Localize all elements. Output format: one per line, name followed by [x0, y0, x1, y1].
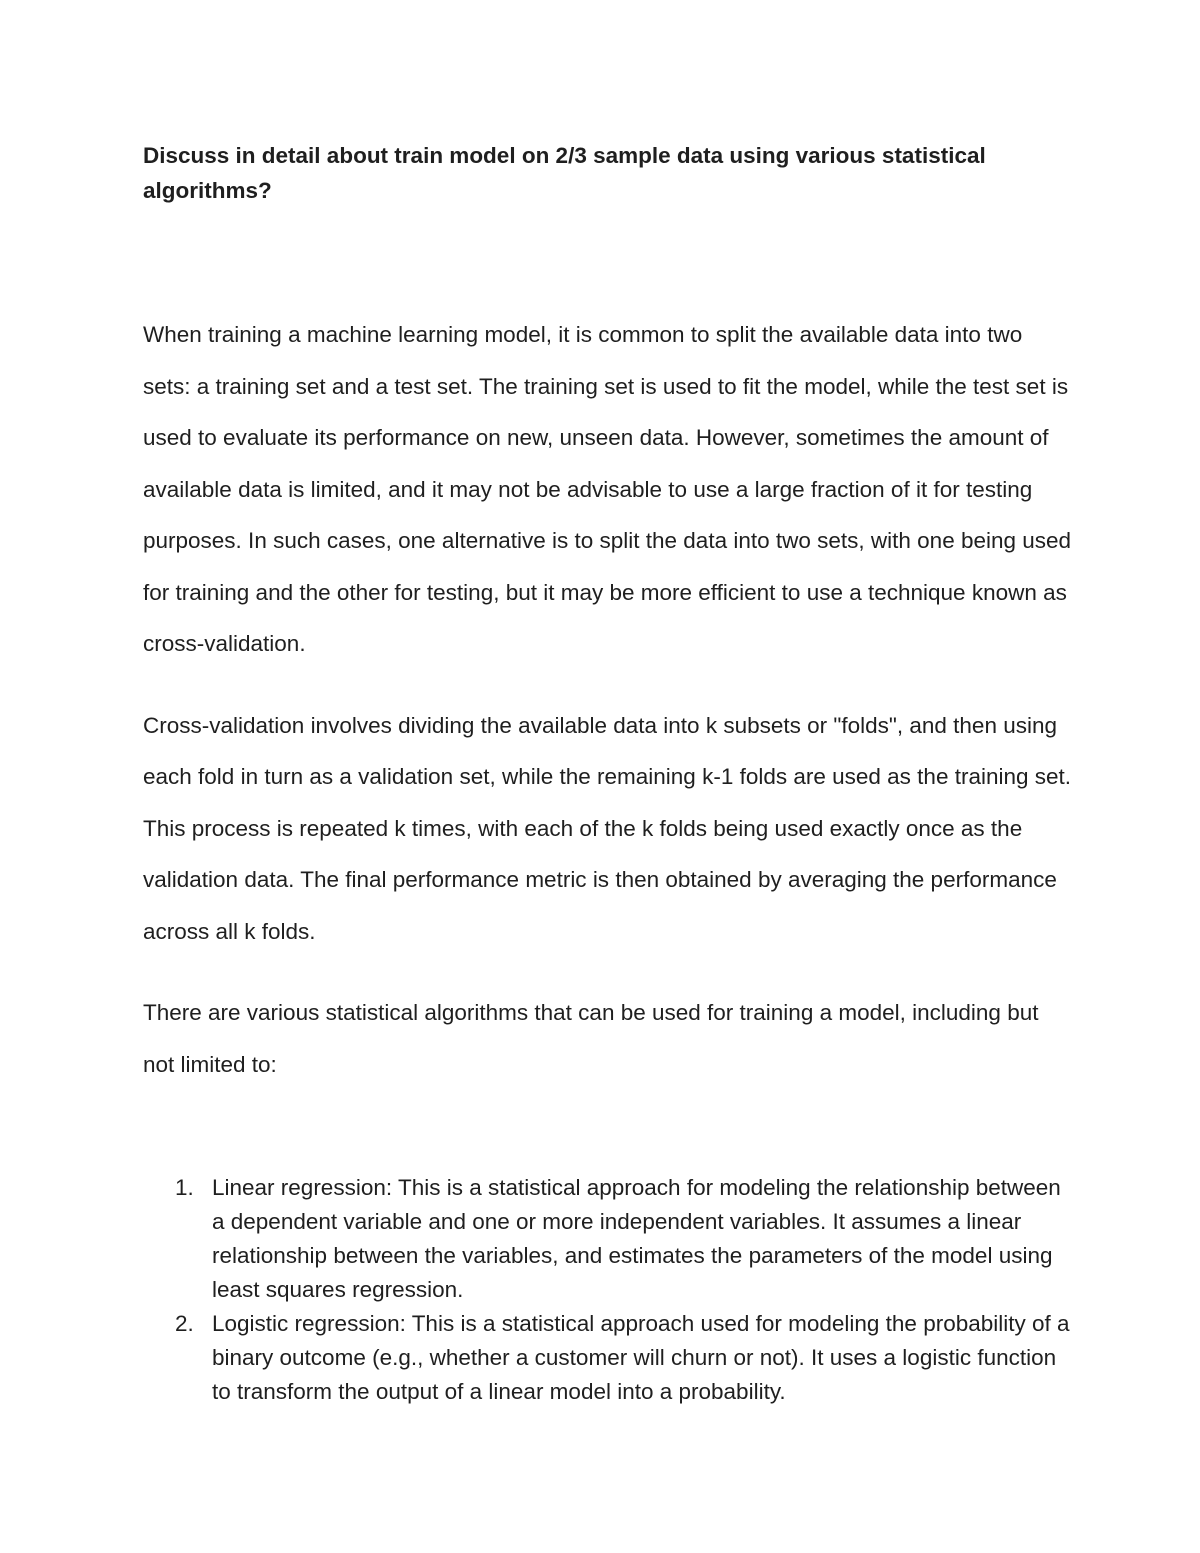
question-heading: Discuss in detail about train model on 2/3 sample data using various statistical algorithms? [143, 143, 986, 203]
paragraph-cross-validation: Cross-validation involves dividing the available data into k subsets or "folds", and then using each fold in turn as a validation set, while the remaining k-1 folds are used as the training set. This process is repeated k times, with each of the k folds being used exactly once as the validation data. The final performance metric is then obtained by averaging the performance across all k folds. [143, 712, 1072, 944]
list-item-linear-regression: Linear regression: This is a statistical approach for modeling the relationship between a dependent variable and one or more independent variables. It assumes a linear relationship between the variables, and estimates the parameters of the model using least squares regression. [212, 1175, 1061, 1302]
paragraph-train-test-split: When training a machine learning model, it is common to split the available data into two sets: a training set and a test set. The training set is used to fit the model, while the test set is used to evaluate its performance on new, unseen data. However, sometimes the amount of available data is limited, and it may not be advisable to use a large fraction of it for testing purposes. In such cases, one alternative is to split the data into two sets, with one being used for training and the other for testing, but it may be more efficient to use a technique known as cross-validation. [143, 322, 1072, 656]
list-item-logistic-regression: Logistic regression: This is a statistical approach used for modeling the probability of a binary outcome (e.g., whether a customer will churn or not). It uses a logistic function to transform the output of a linear model into a probability. [212, 1311, 1070, 1404]
document-page [143, 138, 1073, 1409]
algorithm-list [143, 1171, 1073, 1409]
paragraph-algorithms-intro: There are various statistical algorithms that can be used for training a model, including but not limited to: [143, 1000, 1039, 1077]
